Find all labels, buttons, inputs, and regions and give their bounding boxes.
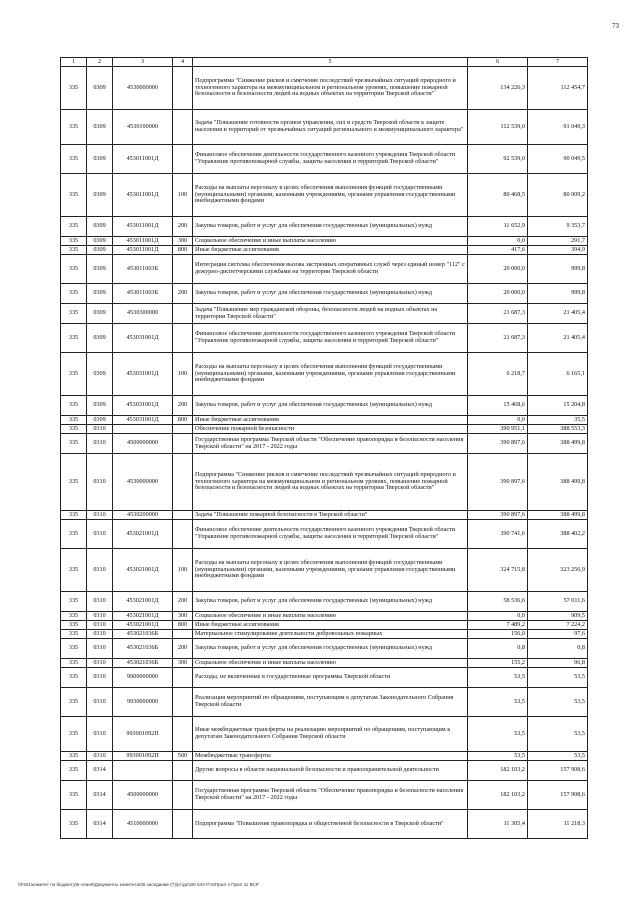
expense-type-cell: 200 — [173, 592, 193, 612]
executed-amount-cell: 388 499,8 — [528, 434, 588, 454]
expense-type-cell — [173, 324, 193, 353]
expense-type-cell — [173, 688, 193, 717]
description-cell: Социальное обеспечение и иные выплаты населению — [193, 237, 468, 246]
table-row — [61, 174, 588, 217]
target-article-cell: 4500000000 — [113, 434, 173, 454]
target-article-cell: 453011001Д — [113, 237, 173, 246]
description-cell: Реализация мероприятий по обращениям, поступающим к депутатам Законодательного Собрания Тверской области — [193, 688, 468, 717]
admin-code-cell: 335 — [61, 621, 87, 630]
description-cell: Расходы, не включенные в государственные программы Тверской области — [193, 668, 468, 688]
executed-amount-cell: 21 405,4 — [528, 324, 588, 353]
target-article-cell: 4530300000 — [113, 304, 173, 324]
table-header-row — [61, 58, 588, 67]
executed-amount-cell: 21 405,4 — [528, 304, 588, 324]
section-code-cell: 0310 — [87, 717, 113, 752]
description-cell: Закупка товаров, работ и услуг для обеспечения государственных (муниципальных) нужд — [193, 284, 468, 304]
executed-amount-cell: 7 224,2 — [528, 621, 588, 630]
header-cell: 5 — [193, 58, 468, 67]
section-code-cell: 0310 — [87, 592, 113, 612]
executed-amount-cell: 6 165,1 — [528, 353, 588, 396]
executed-amount-cell: 157 908,6 — [528, 761, 588, 781]
description-cell: Другие вопросы в области национальной безопасности и правоохранительной деятельности — [193, 761, 468, 781]
planned-amount-cell: 53,5 — [468, 668, 528, 688]
expense-type-cell — [173, 67, 193, 110]
section-code-cell: 0310 — [87, 752, 113, 761]
section-code-cell: 0309 — [87, 217, 113, 237]
admin-code-cell: 335 — [61, 396, 87, 416]
executed-amount-cell: 90 049,5 — [528, 145, 588, 174]
header-cell: 2 — [87, 58, 113, 67]
admin-code-cell: 335 — [61, 659, 87, 668]
planned-amount-cell: 0,0 — [468, 237, 528, 246]
section-code-cell: 0309 — [87, 110, 113, 145]
section-code-cell: 0309 — [87, 284, 113, 304]
admin-code-cell: 335 — [61, 717, 87, 752]
executed-amount-cell: 323 256,9 — [528, 549, 588, 592]
description-cell: Социальное обеспечение и иные выплаты населению — [193, 659, 468, 668]
section-code-cell: 0310 — [87, 511, 113, 520]
description-cell: Иные бюджетные ассигнования — [193, 246, 468, 255]
planned-amount-cell: 20 000,0 — [468, 255, 528, 284]
admin-code-cell: 335 — [61, 246, 87, 255]
planned-amount-cell: 390 741,6 — [468, 520, 528, 549]
expense-type-cell — [173, 255, 193, 284]
section-code-cell: 0310 — [87, 659, 113, 668]
section-code-cell: 0309 — [87, 246, 113, 255]
planned-amount-cell: 53,5 — [468, 717, 528, 752]
target-article-cell: 453011001Д — [113, 217, 173, 237]
expense-type-cell: 100 — [173, 549, 193, 592]
description-cell: Иные межбюджетные трансферты на реализацию мероприятий по обращениям, поступающим к депутатам Законодательного Собрания Тверской области — [193, 717, 468, 752]
planned-amount-cell: 20 000,0 — [468, 284, 528, 304]
description-cell: Задача "Повышение пожарной безопасности в Тверской области" — [193, 511, 468, 520]
table-row — [61, 621, 588, 630]
planned-amount-cell: 0,0 — [468, 416, 528, 425]
admin-code-cell: 335 — [61, 425, 87, 434]
expense-type-cell: 100 — [173, 174, 193, 217]
expense-type-cell: 300 — [173, 237, 193, 246]
admin-code-cell: 335 — [61, 761, 87, 781]
table-row — [61, 324, 588, 353]
table-row — [61, 688, 588, 717]
section-code-cell: 0309 — [87, 324, 113, 353]
admin-code-cell: 335 — [61, 237, 87, 246]
table-row — [61, 761, 588, 781]
target-article-cell: 9900000000 — [113, 668, 173, 688]
planned-amount-cell: 390 897,6 — [468, 454, 528, 511]
admin-code-cell: 335 — [61, 304, 87, 324]
table-row — [61, 511, 588, 520]
planned-amount-cell: 134 226,3 — [468, 67, 528, 110]
table-row — [61, 67, 588, 110]
executed-amount-cell: 394,9 — [528, 246, 588, 255]
description-cell: Социальное обеспечение и иные выплаты населению — [193, 612, 468, 621]
executed-amount-cell: 57 011,6 — [528, 592, 588, 612]
planned-amount-cell: 390 897,6 — [468, 434, 528, 454]
target-article-cell: 453011001Д — [113, 145, 173, 174]
planned-amount-cell: 417,6 — [468, 246, 528, 255]
executed-amount-cell: 35,5 — [528, 416, 588, 425]
page-number: 73 — [612, 22, 619, 30]
section-code-cell: 0310 — [87, 434, 113, 454]
executed-amount-cell: 53,5 — [528, 668, 588, 688]
planned-amount-cell: 53,5 — [468, 688, 528, 717]
executed-amount-cell: 909,5 — [528, 612, 588, 621]
section-code-cell: 0310 — [87, 549, 113, 592]
target-article-cell: 9930000000 — [113, 688, 173, 717]
executed-amount-cell: 999,8 — [528, 255, 588, 284]
admin-code-cell: 335 — [61, 511, 87, 520]
table-row — [61, 434, 588, 454]
description-cell: Иные бюджетные ассигнования — [193, 416, 468, 425]
expense-type-cell: 300 — [173, 659, 193, 668]
admin-code-cell: 335 — [61, 174, 87, 217]
description-cell: Расходы на выплаты персоналу в целях обеспечения выполнения функций государственными (муниципальными) органами, казенными учреждениями, органами управления государственными внебюджетными фондами — [193, 353, 468, 396]
executed-amount-cell: 11 218,3 — [528, 810, 588, 839]
target-article-cell: 993001092П — [113, 752, 173, 761]
admin-code-cell: 335 — [61, 592, 87, 612]
target-article-cell: 4500000000 — [113, 781, 173, 810]
admin-code-cell: 335 — [61, 668, 87, 688]
section-code-cell: 0309 — [87, 174, 113, 217]
executed-amount-cell: 388 553,3 — [528, 425, 588, 434]
table-row — [61, 630, 588, 639]
section-code-cell: 0309 — [87, 255, 113, 284]
expense-type-cell — [173, 110, 193, 145]
expense-type-cell: 200 — [173, 396, 193, 416]
target-article-cell: 453031001Д — [113, 324, 173, 353]
admin-code-cell: 335 — [61, 454, 87, 511]
header-cell: 7 — [528, 58, 588, 67]
target-article-cell: 453011003Б — [113, 255, 173, 284]
table-row — [61, 110, 588, 145]
executed-amount-cell: 291,7 — [528, 237, 588, 246]
executed-amount-cell: 96,8 — [528, 659, 588, 668]
section-code-cell: 0310 — [87, 621, 113, 630]
description-cell: Материальное стимулирование деятельности добровольных пожарных — [193, 630, 468, 639]
planned-amount-cell: 58 536,6 — [468, 592, 528, 612]
admin-code-cell: 335 — [61, 416, 87, 425]
planned-amount-cell: 11 652,9 — [468, 217, 528, 237]
admin-code-cell: 335 — [61, 145, 87, 174]
executed-amount-cell: 53,5 — [528, 717, 588, 752]
target-article-cell: 453021036Б — [113, 639, 173, 659]
section-code-cell: 0309 — [87, 237, 113, 246]
planned-amount-cell: 156,0 — [468, 630, 528, 639]
executed-amount-cell: 388 499,8 — [528, 511, 588, 520]
executed-amount-cell: 53,5 — [528, 752, 588, 761]
table-row — [61, 145, 588, 174]
expense-type-cell — [173, 717, 193, 752]
description-cell: Финансовое обеспечение деятельности государственного казенного учреждения Тверской области "Управление противопожарной службы, защиты населения и территорий Тверской области" — [193, 520, 468, 549]
header-cell: 6 — [468, 58, 528, 67]
expense-type-cell: 100 — [173, 353, 193, 396]
description-cell: Задача "Повышение готовности органов управления, сил и средств Тверской области к защите населения и территорий от чрезвычайных ситуаций регионального и межмуниципального характера" — [193, 110, 468, 145]
executed-amount-cell: 9 353,7 — [528, 217, 588, 237]
table-row — [61, 612, 588, 621]
section-code-cell: 0310 — [87, 630, 113, 639]
admin-code-cell: 335 — [61, 217, 87, 237]
section-code-cell: 0309 — [87, 145, 113, 174]
table-row — [61, 454, 588, 511]
admin-code-cell: 335 — [61, 688, 87, 717]
target-article-cell: 453011001Д — [113, 246, 173, 255]
header-cell: 3 — [113, 58, 173, 67]
expense-type-cell — [173, 454, 193, 511]
section-code-cell: 0314 — [87, 761, 113, 781]
expense-type-cell — [173, 810, 193, 839]
expense-type-cell — [173, 434, 193, 454]
table-row — [61, 353, 588, 396]
table-row — [61, 592, 588, 612]
admin-code-cell: 335 — [61, 324, 87, 353]
table-row — [61, 549, 588, 592]
admin-code-cell: 335 — [61, 810, 87, 839]
admin-code-cell: 335 — [61, 612, 87, 621]
description-cell: Интеграция системы обеспечения вызова экстренных оперативных служб через единый номер "112" с дежурно-диспетчерскими службами на территории Тверской области — [193, 255, 468, 284]
section-code-cell: 0309 — [87, 353, 113, 396]
table-row — [61, 781, 588, 810]
admin-code-cell: 335 — [61, 752, 87, 761]
description-cell: Обеспечение пожарной безопасности — [193, 425, 468, 434]
target-article-cell — [113, 761, 173, 781]
expense-type-cell: 300 — [173, 612, 193, 621]
section-code-cell: 0310 — [87, 612, 113, 621]
planned-amount-cell: 53,5 — [468, 752, 528, 761]
description-cell: Закупка товаров, работ и услуг для обеспечения государственных (муниципальных) нужд — [193, 396, 468, 416]
target-article-cell — [113, 425, 173, 434]
description-cell: Расходы на выплаты персоналу в целях обеспечения выполнения функций государственными (муниципальными) органами, казенными учреждениями, органами управления государственными внебюджетными фондами — [193, 549, 468, 592]
expense-type-cell: 200 — [173, 217, 193, 237]
target-article-cell: 453021001Д — [113, 621, 173, 630]
description-cell: Государственная программа Тверской области "Обеспечение правопорядка и безопасности населения Тверской области" на 2017 - 2022 годы — [193, 781, 468, 810]
table-row — [61, 810, 588, 839]
target-article-cell: 453021001Д — [113, 592, 173, 612]
planned-amount-cell: 324 715,8 — [468, 549, 528, 592]
planned-amount-cell: 21 687,3 — [468, 324, 528, 353]
admin-code-cell: 335 — [61, 639, 87, 659]
section-code-cell: 0309 — [87, 67, 113, 110]
expense-type-cell — [173, 304, 193, 324]
target-article-cell: 453031001Д — [113, 416, 173, 425]
executed-amount-cell: 999,8 — [528, 284, 588, 304]
expense-type-cell: 800 — [173, 621, 193, 630]
table-row — [61, 246, 588, 255]
target-article-cell: 453031001Д — [113, 353, 173, 396]
target-article-cell: 453011003Б — [113, 284, 173, 304]
section-code-cell: 0310 — [87, 688, 113, 717]
section-code-cell: 0314 — [87, 810, 113, 839]
header-cell: 1 — [61, 58, 87, 67]
planned-amount-cell: 390 897,6 — [468, 511, 528, 520]
planned-amount-cell: 80 468,5 — [468, 174, 528, 217]
admin-code-cell: 335 — [61, 255, 87, 284]
target-article-cell: 453021036Б — [113, 630, 173, 639]
table-row — [61, 717, 588, 752]
expense-type-cell — [173, 520, 193, 549]
description-cell: Финансовое обеспечение деятельности государственного казенного учреждения Тверской области "Управление противопожарной службы, защиты населения и территорий Тверской области" — [193, 145, 468, 174]
target-article-cell: 453031001Д — [113, 396, 173, 416]
expense-type-cell: 200 — [173, 284, 193, 304]
expense-type-cell — [173, 425, 193, 434]
executed-amount-cell: 157 908,6 — [528, 781, 588, 810]
planned-amount-cell: 155,2 — [468, 659, 528, 668]
admin-code-cell: 335 — [61, 67, 87, 110]
planned-amount-cell: 92 539,0 — [468, 145, 528, 174]
admin-code-cell: 335 — [61, 110, 87, 145]
section-code-cell: 0309 — [87, 304, 113, 324]
expense-type-cell: 800 — [173, 416, 193, 425]
admin-code-cell: 335 — [61, 781, 87, 810]
expense-type-cell: 800 — [173, 246, 193, 255]
executed-amount-cell: 388 402,2 — [528, 520, 588, 549]
expense-type-cell — [173, 511, 193, 520]
planned-amount-cell: 0,0 — [468, 612, 528, 621]
admin-code-cell: 335 — [61, 284, 87, 304]
description-cell: Подпрограмма "Повышение правопорядка и общественной безопасности в Тверской области" — [193, 810, 468, 839]
executed-amount-cell: 80 009,2 — [528, 174, 588, 217]
header-cell: 4 — [173, 58, 193, 67]
table-row — [61, 752, 588, 761]
planned-amount-cell: 0,8 — [468, 639, 528, 659]
planned-amount-cell: 182 103,2 — [468, 761, 528, 781]
table-row — [61, 396, 588, 416]
section-code-cell: 0309 — [87, 396, 113, 416]
target-article-cell: 993001092П — [113, 717, 173, 752]
executed-amount-cell: 0,8 — [528, 639, 588, 659]
table-row — [61, 520, 588, 549]
executed-amount-cell: 91 049,3 — [528, 110, 588, 145]
planned-amount-cell: 15 468,6 — [468, 396, 528, 416]
admin-code-cell: 335 — [61, 630, 87, 639]
executed-amount-cell: 97,6 — [528, 630, 588, 639]
target-article-cell: 4530000000 — [113, 454, 173, 511]
description-cell: Финансовое обеспечение деятельности государственного казенного учреждения Тверской области "Управление противопожарной службы, защиты населения и территорий Тверской области" — [193, 324, 468, 353]
planned-amount-cell: 21 687,3 — [468, 304, 528, 324]
table-row — [61, 639, 588, 659]
section-code-cell: 0309 — [87, 416, 113, 425]
executed-amount-cell: 388 499,8 — [528, 454, 588, 511]
target-article-cell: 453021036Б — [113, 659, 173, 668]
expense-type-cell — [173, 781, 193, 810]
executed-amount-cell: 112 454,7 — [528, 67, 588, 110]
description-cell: Закупка товаров, работ и услуг для обеспечения государственных (муниципальных) нужд — [193, 217, 468, 237]
table-row — [61, 255, 588, 284]
target-article-cell: 4530000000 — [113, 67, 173, 110]
table-row — [61, 425, 588, 434]
target-article-cell: 453011001Д — [113, 174, 173, 217]
admin-code-cell: 335 — [61, 434, 87, 454]
description-cell: Закупка товаров, работ и услуг для обеспечения государственных (муниципальных) нужд — [193, 639, 468, 659]
budget-table — [60, 57, 588, 839]
expense-type-cell — [173, 630, 193, 639]
expense-type-cell: 200 — [173, 639, 193, 659]
table-row — [61, 217, 588, 237]
section-code-cell: 0310 — [87, 639, 113, 659]
planned-amount-cell: 112 539,0 — [468, 110, 528, 145]
expense-type-cell — [173, 145, 193, 174]
planned-amount-cell: 182 103,2 — [468, 781, 528, 810]
planned-amount-cell: 390 951,1 — [468, 425, 528, 434]
target-article-cell: 4530100000 — [113, 110, 173, 145]
description-cell: Задача "Повышение мер гражданской обороны, безопасности людей на водных объектах на территории Тверской области" — [193, 304, 468, 324]
target-article-cell: 453021001Д — [113, 520, 173, 549]
planned-amount-cell: 11 305,4 — [468, 810, 528, 839]
table-row — [61, 237, 588, 246]
file-path-footer: \\Fs01\комитет по бюджету\Б-сеаня\Документы комитета\38 заседание (7)\рт\дн\28\ 543-П-6\Прил 4 Прил 11 ВСР — [18, 882, 259, 887]
description-cell: Подпрограмма "Снижение рисков и смягчение последствий чрезвычайных ситуаций природного и техногенного характера на межмуниципальном и региональном уровнях, повышение пожарной безопасности и безопасности людей на водных объектах на территории Тверской области" — [193, 454, 468, 511]
description-cell: Подпрограмма "Снижение рисков и смягчение последствий чрезвычайных ситуаций природного и техногенного характера на межмуниципальном и региональном уровнях, повышение пожарной безопасности и безопасности людей на водных объектах на территории Тверской области" — [193, 67, 468, 110]
executed-amount-cell: 53,5 — [528, 688, 588, 717]
expense-type-cell: 500 — [173, 752, 193, 761]
section-code-cell: 0310 — [87, 668, 113, 688]
expense-type-cell — [173, 761, 193, 781]
admin-code-cell: 335 — [61, 549, 87, 592]
admin-code-cell: 335 — [61, 520, 87, 549]
table-row — [61, 304, 588, 324]
target-article-cell: 453021001Д — [113, 549, 173, 592]
table-row — [61, 659, 588, 668]
description-cell: Межбюджетные трансферты — [193, 752, 468, 761]
planned-amount-cell: 6 218,7 — [468, 353, 528, 396]
section-code-cell: 0314 — [87, 781, 113, 810]
target-article-cell: 453021001Д — [113, 612, 173, 621]
description-cell: Иные бюджетные ассигнования — [193, 621, 468, 630]
section-code-cell: 0310 — [87, 425, 113, 434]
description-cell: Закупка товаров, работ и услуг для обеспечения государственных (муниципальных) нужд — [193, 592, 468, 612]
table-row — [61, 284, 588, 304]
expense-type-cell — [173, 668, 193, 688]
target-article-cell: 4510000000 — [113, 810, 173, 839]
description-cell: Расходы на выплаты персоналу в целях обеспечения выполнения функций государственными (муниципальными) органами, казенными учреждениями, органами управления государственными внебюджетными фондами — [193, 174, 468, 217]
table-row — [61, 416, 588, 425]
section-code-cell: 0310 — [87, 454, 113, 511]
table-row — [61, 668, 588, 688]
description-cell: Государственная программа Тверской области "Обеспечение правопорядка и безопасности населения Тверской области" на 2017 - 2022 годы — [193, 434, 468, 454]
target-article-cell: 4530200000 — [113, 511, 173, 520]
executed-amount-cell: 15 204,8 — [528, 396, 588, 416]
admin-code-cell: 335 — [61, 353, 87, 396]
planned-amount-cell: 7 489,2 — [468, 621, 528, 630]
section-code-cell: 0310 — [87, 520, 113, 549]
